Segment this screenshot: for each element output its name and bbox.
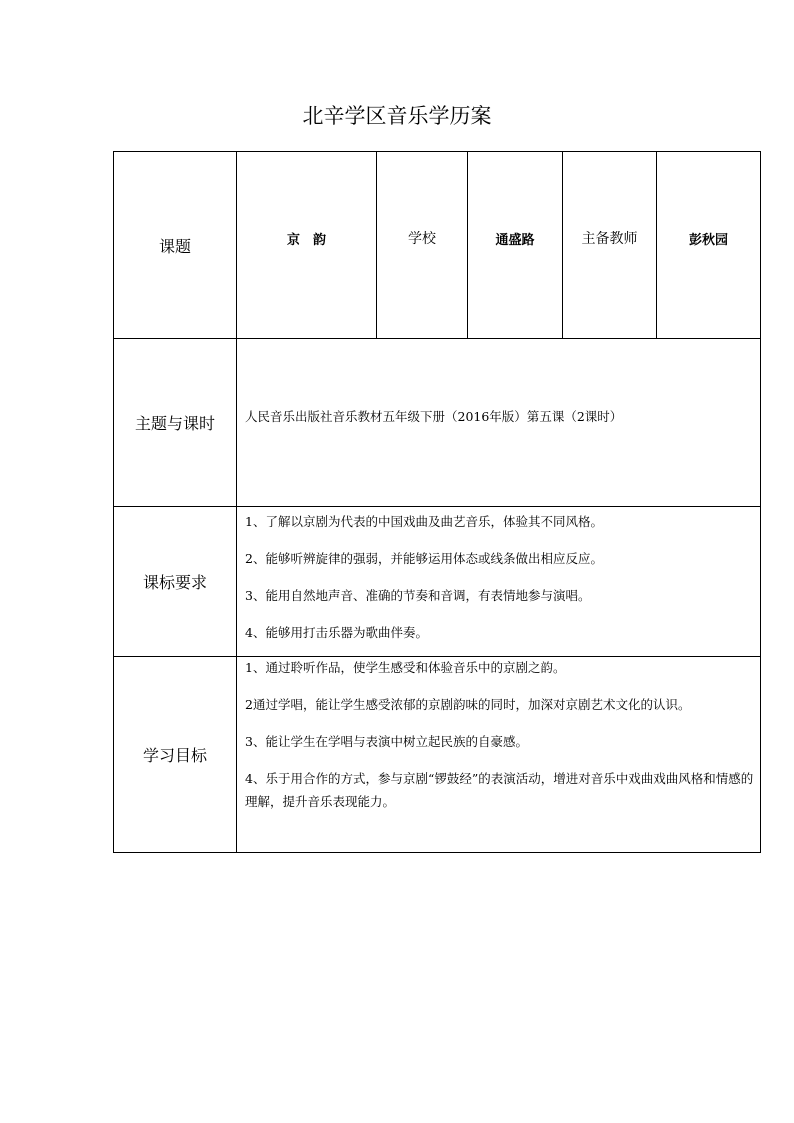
- list-item: 4、能够用打击乐器为歌曲伴奏。: [245, 625, 428, 640]
- school-label: 学校: [408, 231, 436, 247]
- standards-list: [245, 510, 753, 644]
- goals-list: [245, 656, 755, 813]
- list-item: 2、能够听辨旋律的强弱，并能够运用体态或线条做出相应反应。: [245, 551, 603, 566]
- list-item: 2通过学唱，能让学生感受浓郁的京剧韵味的同时，加深对京剧艺术文化的认识。: [245, 697, 691, 712]
- list-item: 4、乐于用合作的方式，参与京剧“锣鼓经”的表演活动，增进对音乐中戏曲戏曲风格和情感的理解，提升音乐表现能力。: [245, 771, 754, 809]
- teacher-value: 彭秋园: [688, 232, 728, 248]
- list-item: 3、能让学生在学唱与表演中树立起民族的自豪感。: [245, 734, 528, 749]
- page-title: 北辛学区音乐学历案: [302, 104, 492, 128]
- list-item: 3、能用自然地声音、准确的节奏和音调，有表情地参与演唱。: [245, 588, 591, 603]
- teacher-label: 主备教师: [581, 231, 638, 247]
- list-item: 1、了解以京剧为代表的中国戏曲及曲艺音乐，体验其不同风格。: [245, 514, 603, 529]
- standards-label: 课标要求: [142, 573, 207, 592]
- school-value: 通盛路: [495, 232, 535, 248]
- goals-label: 学习目标: [142, 746, 207, 765]
- list-item: 1、通过聆听作品，使学生感受和体验音乐中的京剧之韵。: [245, 660, 566, 675]
- theme-label: 主题与课时: [134, 414, 215, 433]
- topic-label: 课题: [158, 236, 191, 256]
- theme-text: 人民音乐出版社音乐教材五年级下册（2016年版）第五课（2课时）: [245, 409, 623, 424]
- topic-value: 京 韵: [286, 232, 326, 248]
